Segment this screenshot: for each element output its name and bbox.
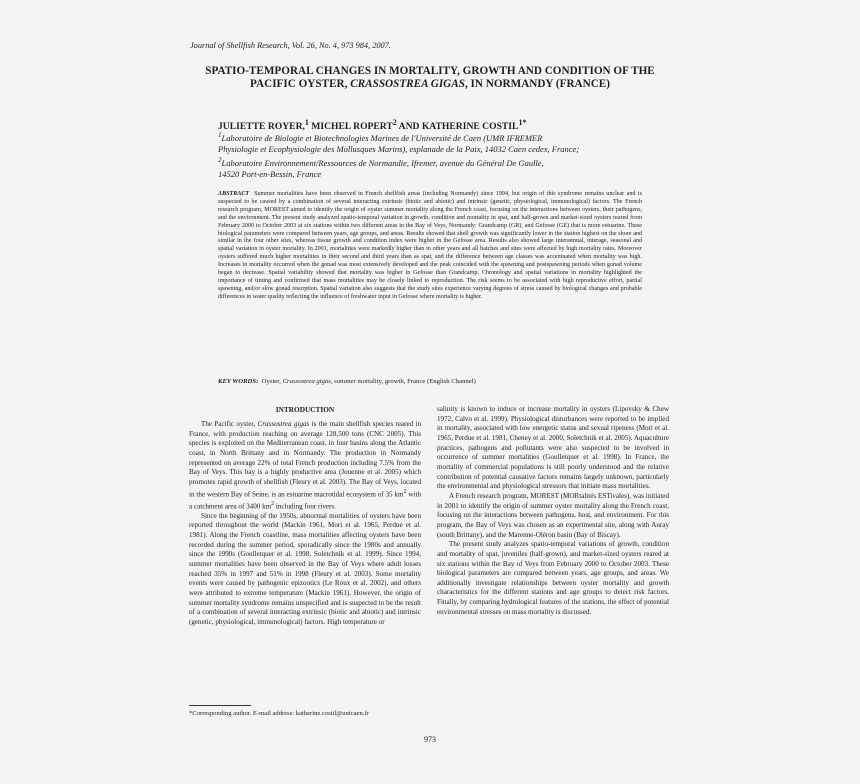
superscript: 2 bbox=[403, 488, 407, 495]
keywords-species: Crassostrea gigas bbox=[282, 378, 331, 385]
left-column bbox=[189, 405, 421, 628]
right-column bbox=[437, 405, 669, 617]
affiliation-text: Laboratoire de Biologie et Biotechnologies Marines de l'Université de Caen (UMR IFREMER bbox=[221, 132, 543, 143]
affiliation-superscript: 1 bbox=[218, 131, 222, 139]
abstract-text: Summer mortalities have been observed in French shellfish areas (including Normandy) since 1994, but origin of this syndrome remains unclear and is suspected to be caused by a combination of several interacting extrinsic (biotic and abiotic) and intrinsic (genetic, physiological, immunological) factors. The French research program, MOREST aimed to identify the origin of oyster summer mortality along the French coast, focusing on the interactions between oysters, their pathogens, and the environment. The present study analyzed spatio-temporal variation in growth, condition and mortality in spat, and half-grown and market-sized oysters reared from February 2000 to October 2003 at six stations within two different areas in the Bay of Veys, Normandy: Grandcamp (GR), and Gefosse (GE) that is more estuarine. These biological parameters were compared between years, age groups, and areas. Results showed that shell growth was significantly lower in the station highest on the shore and similar in the four other sites, whereas tissue growth and condition index were higher in the Gefosse area. Results also showed large interannual, interage, seasonal and spatial variation in oyster mortality. In 2001, mortalities were markedly higher than in other years and all batches and sites were affected by high mortality rates. Moreover oysters suffered much higher mortalities in their second and third years than as spat, and the difference between age classes was accentuated when mortality was high. Increases in mortality occurred when the gonad was most extensively developed and the peak coincided with the spawning and postspawning periods when gonad volume began to decrease. Spatial variability showed that mortality was higher in Gefosse than Grandcamp. Chronology and spatial variations in mortality highlighted the importance of timing and confirmed that mass mortalities may be closely linked to reproduction. The risk seems to be associated with high reproductive effort, partial spawning, and/or slow gonad resorption. Spatial variation also suggests that the study sites experience varying degrees of stress caused by biological changes and probable differences in water quality reflecting the influence of freshwater input in Gefosse where mortality is higher. bbox=[218, 191, 642, 300]
journal-citation: Journal of Shellfish Research, Vol. 26, No. 4, 973 984, 2007. bbox=[190, 41, 391, 50]
keywords bbox=[218, 377, 658, 386]
affiliations bbox=[218, 130, 678, 180]
paragraph: Since the beginning of the 1950s, abnormal mortalities of oysters have been reported throughout the world (Mackin 1961, Mori et al. 1965, Perdue et al. 1981). Along the French coastline, mass mortalities affecting oysters have been recorded during the summer period, sporadically since the 1980s and annually since the 1990s (Goulletquer et al. 1998, Soletchnik et al. 1999). Since 1994, summer mortalities have been observed in the Bay of Veys where adult losses reached 35% in 1997 and 51% in 1998 (Fleury et al. 2003). Some mortality events were caused by pathogenic epizootics (Le Roux et al. 2002), and others were attributed to extreme temperature (Mackin 1961). However, the origin of summer mortality syndrome remains unspecified and is suspected to be the result of a combination of several interacting extrinsic (biotic and abiotic) and intrinsic (genetic, physiological, immunological) factors. High temperature or bbox=[189, 511, 421, 626]
species-name: Crassostrea gigas bbox=[257, 420, 310, 428]
author-name: MICHEL ROPERT bbox=[308, 121, 393, 133]
paragraph: salinity is known to induce or increase mortality in oysters (Lipovsky & Chew 1972, Calvo et al. 1999). Physiological disturbances were reported to be implied in mortality, associated with low energetic status and sexual ripeness (Mori et al. 1965, Perdue et al. 1981, Cheney et al. 2000, Soletchnik et al. 2005). Aquaculture practices, pathogens and pollutants were also suspected to be involved in occurrence of summer mortalities (Goulletquer et al. 1998). In France, the mortality of commercial populations is still poorly understood and the relative contribution of potential causative factors remains largely unknown, particularly the environmental and physiological stressors that initiate mass mortalities. bbox=[437, 405, 669, 491]
paragraph: The present study analyzes spatio-temporal variations of growth, condition and mortality of spat, juveniles (half-grown), and market-sized oysters reared at six stations within the Bay of Veys from February 2000 to October 2003. These biological parameters are compared between years, age groups, and areas. We additionally investigate relationships between oyster mortality and growth characteristics for the different stations and age groups to detect risk factors. Finally, by comparing hydrological features of the stations, the effect of potential environmental stresses on mass mortality is discussed. bbox=[437, 540, 669, 616]
author-name: AND KATHERINE COSTIL bbox=[396, 121, 519, 133]
affiliation-line: 14520 Port-en-Bessin, France bbox=[218, 168, 322, 179]
title-text: PACIFIC OYSTER, bbox=[250, 78, 351, 90]
keywords-text: Oyster, bbox=[261, 378, 283, 385]
title-text-end: , IN NORMANDY (FRANCE) bbox=[464, 78, 610, 90]
paragraph bbox=[189, 420, 421, 512]
paragraph-text: with a catchment area of 3400 km bbox=[189, 489, 421, 510]
title-species: CRASSOSTREA GIGAS bbox=[350, 78, 465, 90]
paper-title bbox=[180, 65, 680, 91]
keywords-text-end: , summer mortality, growth, France (English Channel) bbox=[330, 378, 476, 385]
title-line-2 bbox=[180, 78, 680, 91]
author-name: JULIETTE ROYER, bbox=[218, 121, 305, 133]
affiliation-line bbox=[218, 130, 678, 144]
author-superscript: 1 bbox=[304, 118, 309, 127]
page-number: 973 bbox=[424, 735, 436, 744]
affiliation-line bbox=[218, 155, 678, 169]
keywords-label: KEY WORDS: bbox=[218, 378, 259, 385]
affiliation-text: Laboratoire Environnement/Ressources de Normandie, Ifremer, avenue du Général De Gaulle, bbox=[221, 157, 544, 168]
abstract bbox=[218, 191, 642, 302]
paragraph-text: is the main shellfish species reared in France, with production reaching on average 128,500 tons (CNC 2005). This species is exploited on the Mediterranean coast, in four basins along the Atlantic coast, in North Brittany and in Normandy. The production in Normandy represented on average 22% of total French production including 7.5% from the Bay of Veys. This bay is a highly productive area (Jouenne et al. 2005) which promotes rapid growth of shellfish (Fleury et al. 2003). The Bay of Veys, located in the western Bay of Seine, is an estuarine macrotidal ecosystem of 35 km bbox=[189, 420, 421, 498]
superscript: 2 bbox=[271, 500, 275, 507]
paragraph-text: The Pacific oyster, bbox=[201, 420, 258, 428]
footnote: *Corresponding author. E-mail address: katherine.costil@unicaen.fr bbox=[189, 710, 369, 717]
section-heading: INTRODUCTION bbox=[275, 405, 335, 414]
footnote-rule bbox=[189, 705, 251, 706]
affiliation-superscript: 2 bbox=[218, 155, 222, 164]
abstract-label: ABSTRACT bbox=[218, 191, 250, 197]
author-superscript: 1* bbox=[518, 118, 527, 127]
title-line-1: SPATIO-TEMPORAL CHANGES IN MORTALITY, GROWTH AND CONDITION OF THE bbox=[205, 65, 655, 77]
paragraph: A French research program, MOREST (MORtalités ESTivales), was initiated in 2001 to identify the origin of summer oyster mortality along the French coast, focusing on the interactions between pathogens, host, and environment. For this program, the Bay of Veys was chosen as an experimental site, along with Auray (south Brittany), and the Marenne-Oléron basin (Bay of Biscay). bbox=[437, 491, 669, 539]
paragraph-text: including four rivers. bbox=[274, 501, 336, 510]
author-superscript: 2 bbox=[392, 118, 397, 127]
affiliation-line: Physiologie et Ecophysiologie des Mollusques Marins), esplanade de la Paix, 14032 Caen cedex, France; bbox=[218, 143, 580, 154]
